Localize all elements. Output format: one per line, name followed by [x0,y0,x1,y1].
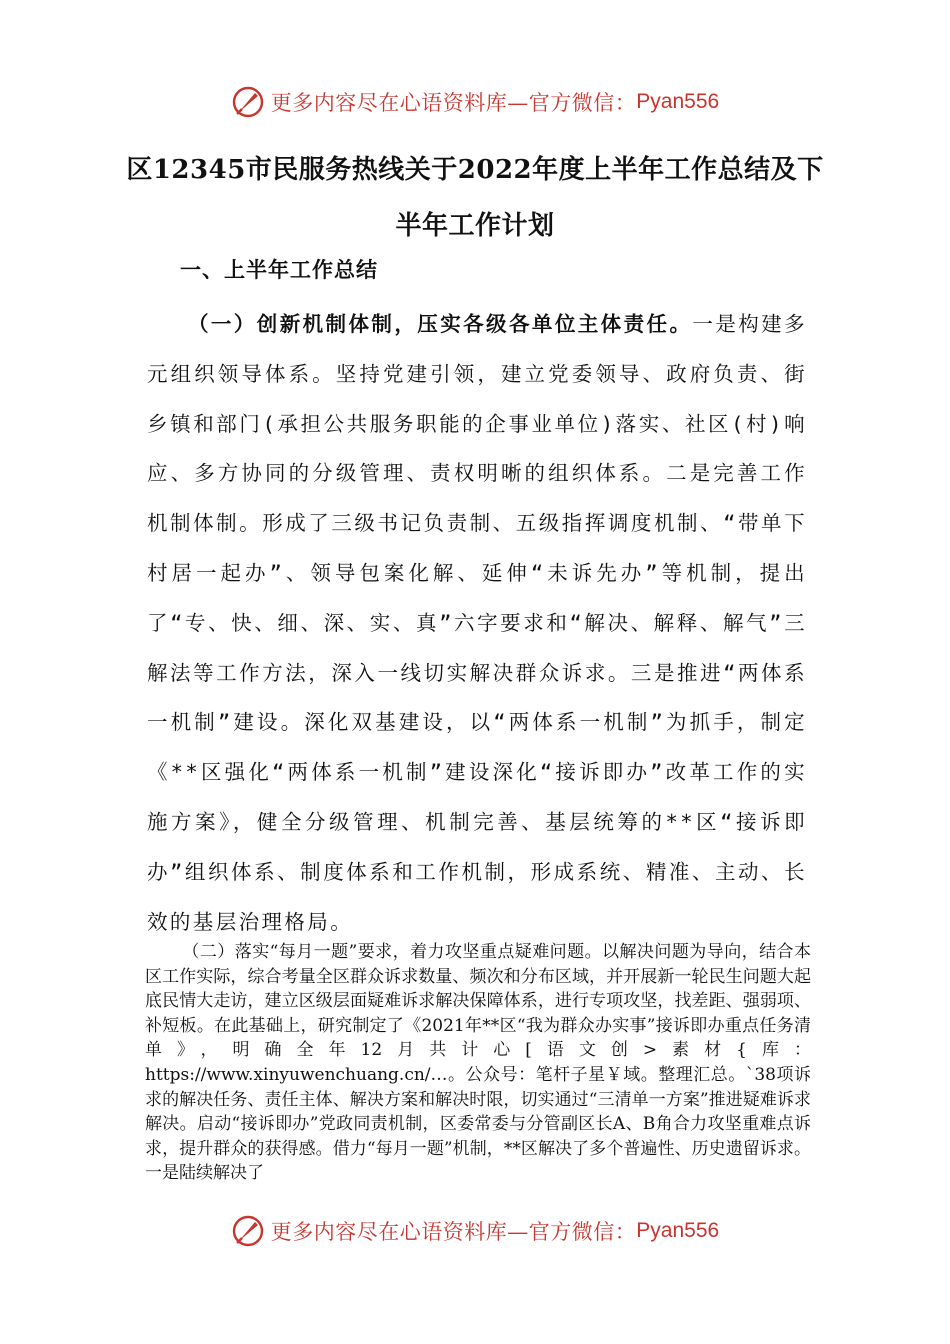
watermark-wechat-id: Pyan556 [636,90,720,113]
watermark-header [0,82,950,122]
document-title-line2: 半年工作计划 [395,211,555,241]
watermark-text: 更多内容尽在心语资料库—官方微信： [270,91,637,115]
paragraph-1-lead: （一）创新机制体制，压实各级各单位主体责任。 [188,312,693,336]
watermark-footer [0,1211,950,1251]
paragraph-1 [147,300,807,947]
document-title-line1: 区12345市民服务热线关于2022年度上半年工作总结及下 [126,155,824,185]
section-heading: 一、上半年工作总结 [180,257,378,282]
document-title [120,142,830,254]
watermark-wechat-id: Pyan556 [636,1219,720,1242]
quill-logo-icon [231,1214,265,1248]
watermark-text: 更多内容尽在心语资料库—官方微信： [270,1220,637,1244]
paragraph-2: （二）落实“每月一题”要求，着力攻坚重点疑难问题。以解决问题为导向，结合本区工作实际，综合考量全区群众诉求数量、频次和分布区域，并开展新一轮民生问题大起底民情大走访，建立区级层面疑难诉求解决保障体系，进行专项攻坚，找差距、强弱项、补短板。在此基础上，研究制定了《2021年**区“我为群众办实事”接诉即办重点任务清单》，明确全年12月共计心[语文创>素材{库：https://www.xinyuwenchuang.cn/…。公众号：笔杆子星￥域。整理汇总。`38项诉求的解决任务、责任主体、解决方案和解决时限，切实通过“三清单一方案”推进疑难诉求解决。启动“接诉即办”党政同责机制，区委常委与分管副区长A、B角合力攻坚重难点诉求，提升群众的获得感。借力“每月一题”机制，**区解决了多个普遍性、历史遗留诉求。一是陆续解决了 [145,942,811,1184]
quill-logo-icon [231,85,265,119]
paragraph-1-body: 一是构建多元组织领导体系。坚持党建引领，建立党委领导、政府负责、街乡镇和部门(承担公共服务职能的企事业单位)落实、社区(村)响应、多方协同的分级管理、责权明晰的组织体系。二是完善工作机制体制。形成了三级书记负责制、五级指挥调度机制、“带单下村居一起办”、领导包案化解、延伸“未诉先办”等机制，提出了“专、快、细、深、实、真”六字要求和“解决、解释、解气”三解法等工作方法，深入一线切实解决群众诉求。三是推进“两体系一机制”建设。深化双基建设，以“两体系一机制”为抓手，制定《**区强化“两体系一机制”建设深化“接诉即办”改革工作的实施方案》，健全分级管理、机制完善、基层统筹的**区“接诉即办”组织体系、制度体系和工作机制，形成系统、精准、主动、长效的基层治理格局。 [147,312,807,934]
